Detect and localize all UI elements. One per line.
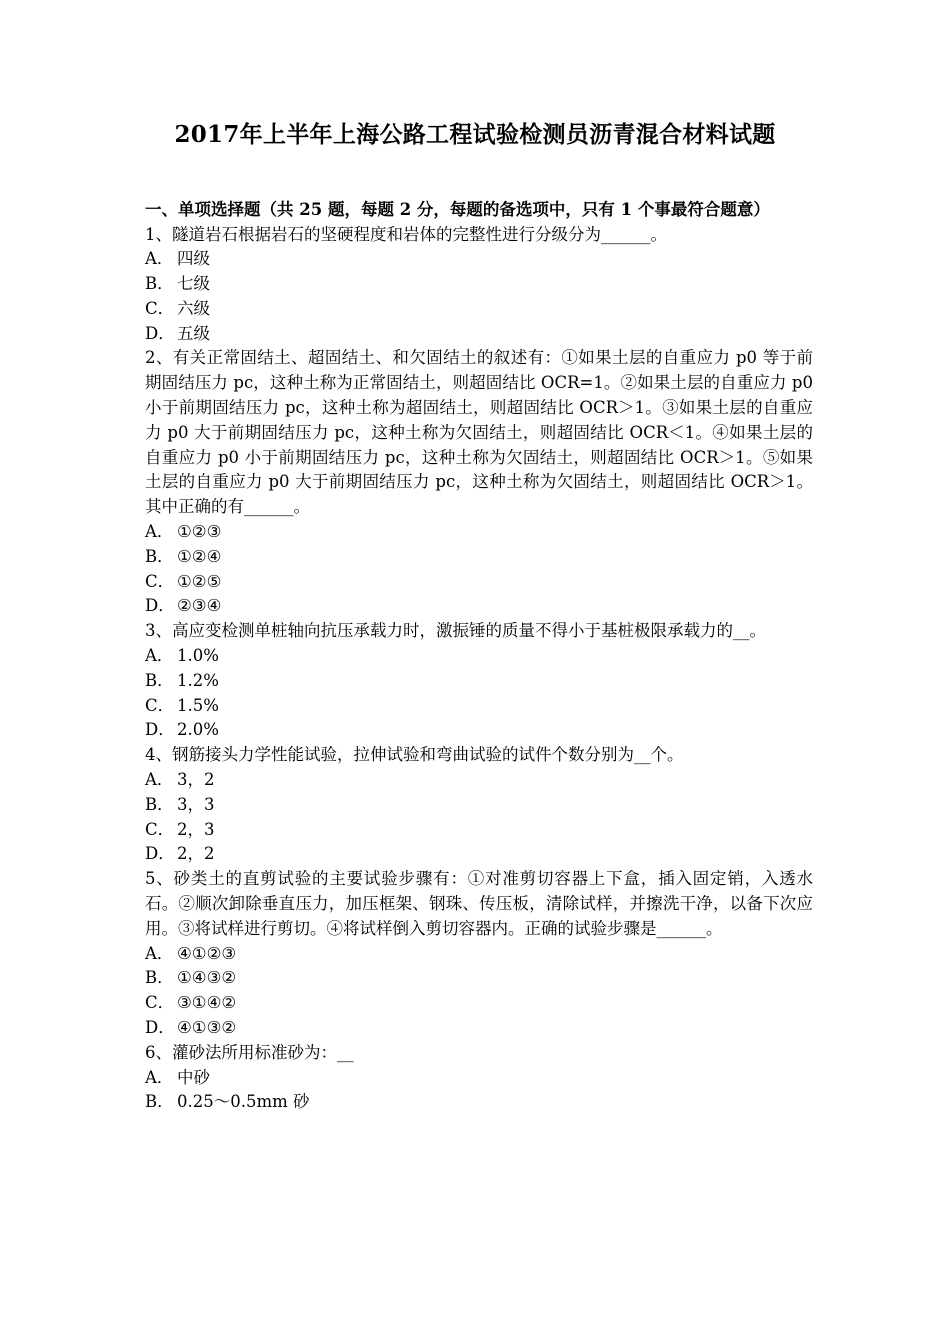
answer-option [145, 272, 813, 297]
answer-option [145, 570, 813, 595]
answer-option [145, 1066, 813, 1091]
option-letter: B． [145, 794, 174, 814]
question-1 [145, 223, 813, 347]
option-letter: B． [145, 1092, 174, 1112]
answer-option [145, 297, 813, 322]
answer-option [145, 520, 813, 545]
question-2 [145, 346, 813, 619]
document-title: 2017年上半年上海公路工程试验检测员沥青混合材料试题 [174, 121, 776, 148]
answer-option [145, 1090, 813, 1115]
option-letter: D． [145, 1018, 175, 1037]
answer-option [145, 966, 813, 991]
question-4 [145, 743, 813, 867]
option-letter: A． [145, 249, 174, 269]
option-text: 2.0% [177, 720, 219, 740]
option-text: 3，2 [177, 770, 215, 790]
option-letter: A． [145, 522, 174, 542]
option-text: 五级 [177, 323, 210, 343]
question-stem: 5、砂类土的直剪试验的主要试验步骤有：①对准剪切容器上下盒，插入固定销，入透水石。②顺次卸除垂直压力，加压框架、钢珠、传压板，清除试样，并擦洗干净，以备下次应用。③将试样进行剪切。④将试样倒入剪切容器内。正确的试验步骤是______。 [145, 869, 813, 938]
option-letter: C． [145, 298, 175, 318]
question-stem: 3、高应变检测单桩轴向抗压承载力时，激振锤的质量不得小于基桩极限承载力的__。 [145, 621, 766, 641]
option-letter: D． [145, 844, 175, 864]
option-text: 3，3 [177, 794, 215, 814]
question-list [145, 223, 813, 1116]
option-letter: A． [145, 646, 174, 666]
option-text: ③①④② [177, 993, 237, 1013]
option-text: ①②⑤ [177, 571, 222, 591]
answer-option [145, 247, 813, 272]
answer-option [145, 942, 813, 967]
option-text: 2，2 [177, 844, 215, 864]
section-heading: 一、单项选择题（共 25 题，每题 2 分，每题的备选项中，只有 1 个事最符合题意） [145, 200, 770, 219]
option-letter: C． [145, 571, 175, 591]
option-text: ①④③② [177, 968, 237, 988]
option-text: 2，3 [177, 819, 215, 839]
question-stem: 1、隧道岩石根据岩石的坚硬程度和岩体的完整性进行分级分为______。 [145, 224, 667, 244]
option-letter: D． [145, 323, 175, 343]
question-5 [145, 867, 813, 1041]
option-text: ①②③ [177, 522, 222, 542]
answer-option [145, 322, 813, 347]
option-text: 1.0% [177, 646, 219, 666]
option-text: 1.2% [177, 670, 219, 690]
answer-option [145, 818, 813, 843]
option-letter: D． [145, 720, 175, 740]
option-text: ②③④ [177, 596, 222, 616]
answer-option [145, 594, 813, 619]
answer-option [145, 1016, 813, 1041]
option-text: ④①③② [177, 1018, 237, 1037]
option-letter: A． [145, 770, 174, 790]
answer-option [145, 644, 813, 669]
option-text: 六级 [177, 298, 210, 318]
question-stem: 4、钢筋接头力学性能试验，拉伸试验和弯曲试验的试件个数分别为__个。 [145, 745, 684, 765]
answer-option [145, 545, 813, 570]
option-letter: A． [145, 1067, 174, 1087]
option-letter: B． [145, 968, 174, 988]
option-letter: B． [145, 546, 174, 566]
question-6 [145, 1041, 813, 1115]
option-letter: B． [145, 670, 174, 690]
option-letter: A． [145, 943, 174, 963]
option-text: ④①②③ [177, 943, 237, 963]
option-text: 中砂 [177, 1067, 210, 1087]
option-letter: C． [145, 819, 175, 839]
option-letter: C． [145, 993, 175, 1013]
answer-option [145, 669, 813, 694]
option-letter: D． [145, 596, 175, 616]
option-letter: B． [145, 274, 174, 294]
answer-option [145, 694, 813, 719]
option-text: 七级 [177, 274, 210, 294]
document-body [145, 198, 813, 1115]
question-3 [145, 619, 813, 743]
option-text: 1.5% [177, 695, 219, 715]
option-text: ①②④ [177, 546, 222, 566]
option-text: 四级 [177, 249, 210, 269]
option-text: 0.25～0.5mm 砂 [177, 1092, 310, 1112]
question-stem: 6、灌砂法所用标准砂为：__ [145, 1042, 354, 1062]
option-letter: C． [145, 695, 175, 715]
question-stem: 2、有关正常固结土、超固结土、和欠固结土的叙述有：①如果土层的自重应力 p0 等于前期固结压力 pc，这种土称为正常固结土，则超固结比 OCR=1。②如果土层的自重应力 p0 小于前期固结压力 pc，这种土称为超固结土，则超固结比 OCR＞1。③如果土层的自重应力 p0 大于前期固结压力 pc，这种土称为欠固结土，则超固结比 OCR＜1。④如果土层的自重应力 p0 小于前期固结压力 pc，这种土称为欠固结土，则超固结比 OCR＞1。⑤如果土层的自重应力 p0 大于前期固结压力 pc，这种土称为欠固结土，则超固结比 OCR＞1。其中正确的有______。 [145, 348, 813, 517]
answer-option [145, 718, 813, 743]
answer-option [145, 842, 813, 867]
answer-option [145, 768, 813, 793]
answer-option [145, 793, 813, 818]
answer-option [145, 991, 813, 1016]
